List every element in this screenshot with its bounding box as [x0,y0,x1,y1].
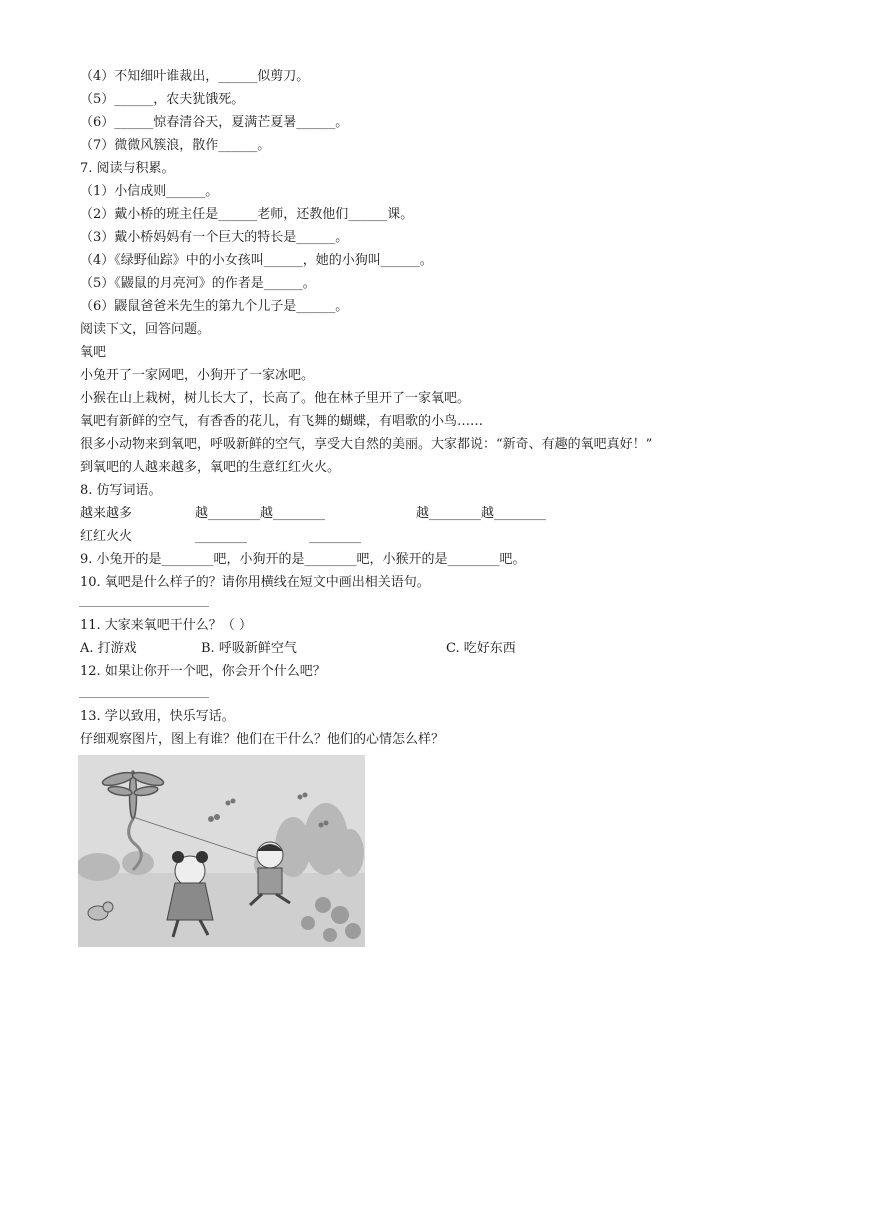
q7-item-1: （1）小信成则______。 [80,184,219,199]
option-a: A. 打游戏 [80,641,137,656]
answer-line [79,697,209,698]
poem-item-7: （7）微微风簇浪，散作______。 [80,138,271,153]
question-8-title: 8. 仿写词语。 [80,483,162,498]
poem-item-4: （4）不知细叶谁裁出，______似剪刀。 [80,69,310,84]
passage-line: 很多小动物来到氧吧，呼吸新鲜的空气，享受大自然的美丽。大家都说：“新奇、有趣的氧吧真好！” [80,437,653,452]
question-10: 10. 氧吧是什么样子的？请你用横线在短文中画出相关语句。 [80,575,430,590]
q8-blank-2b: ________ [309,529,361,544]
passage-instruction: 阅读下文，回答问题。 [80,322,211,337]
q8-example-1: 越来越多 [80,506,133,521]
passage-title: 氧吧 [80,345,107,360]
q7-item-6: （6）鼹鼠爸爸米先生的第九个儿子是______。 [80,299,349,314]
q8-blank-1a: 越________越________ [195,506,326,521]
q7-item-5: （5）《鼹鼠的月亮河》的作者是______。 [80,276,316,291]
passage-line: 氧吧有新鲜的空气，有香香的花儿，有飞舞的蝴蝶，有唱歌的小鸟…… [80,414,484,429]
q7-item-4: （4）《绿野仙踪》中的小女孩叫______，她的小狗叫______。 [80,253,433,268]
passage-line: 到氧吧的人越来越多，氧吧的生意红红火火。 [80,460,341,475]
q8-blank-2a: ________ [195,529,247,544]
answer-line [79,606,209,607]
q8-example-2: 红红火火 [80,529,133,544]
question-13-title: 13. 学以致用，快乐写话。 [80,709,235,724]
option-b: B. 呼吸新鲜空气 [201,641,297,656]
question-9: 9. 小兔开的是________吧，小狗开的是________吧，小猴开的是________吧。 [80,552,526,567]
q8-blank-1b: 越________越________ [416,506,547,521]
kite-illustration [78,755,365,947]
question-7-title: 7. 阅读与积累。 [80,161,175,176]
option-c: C. 吃好东西 [446,641,516,656]
passage-line: 小兔开了一家网吧，小狗开了一家冰吧。 [80,368,315,383]
question-13-prompt: 仔细观察图片，图上有谁？他们在干什么？他们的心情怎么样？ [80,732,445,747]
poem-item-5: （5）______，农夫犹饿死。 [80,92,245,107]
question-12: 12. 如果让你开一个吧，你会开个什么吧？ [80,664,326,679]
poem-item-6: （6）______惊春清谷天，夏满芒夏暑______。 [80,115,349,130]
question-11: 11. 大家来氧吧干什么？（ ） [80,618,252,633]
q7-item-2: （2）戴小桥的班主任是______老师，还教他们______课。 [80,207,414,222]
q7-item-3: （3）戴小桥妈妈有一个巨大的特长是______。 [80,230,349,245]
passage-line: 小猴在山上栽树，树儿长大了，长高了。他在林子里开了一家氧吧。 [80,391,471,406]
